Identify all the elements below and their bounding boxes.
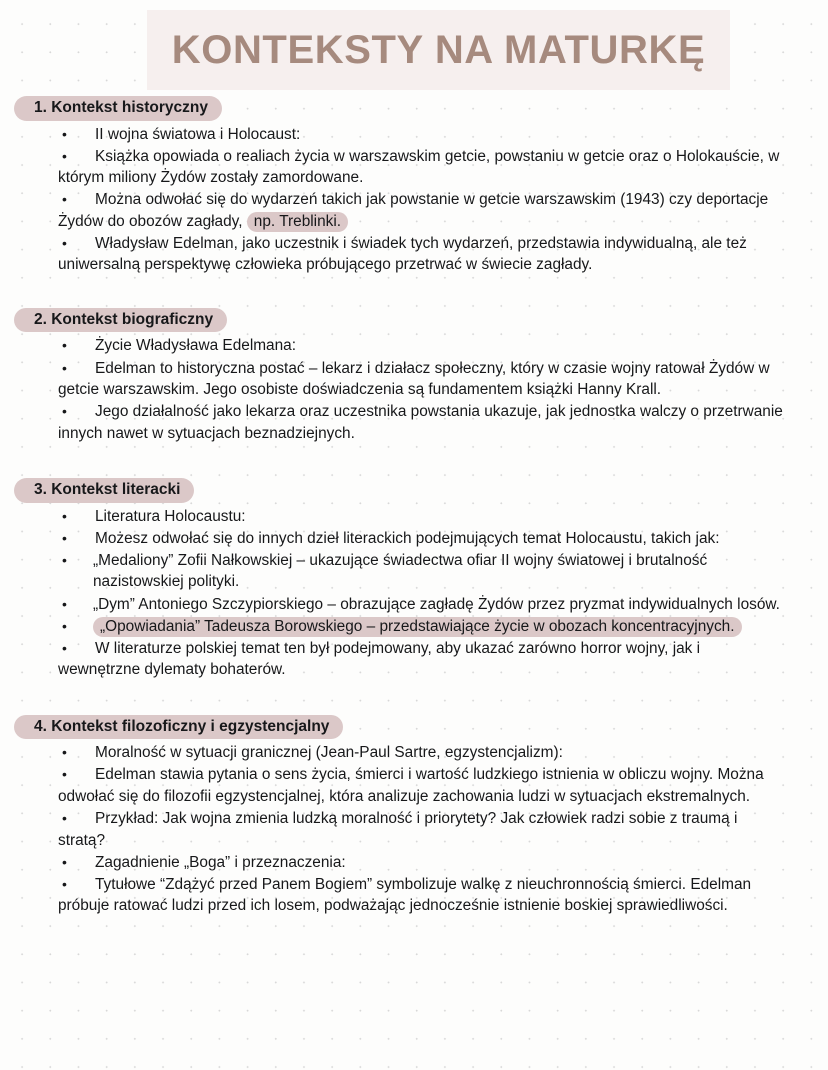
section-header: 3. Kontekst literacki: [14, 478, 194, 503]
section-spacer: [0, 697, 828, 715]
notes-body: [0, 96, 828, 917]
bullet-item: [0, 528, 828, 550]
section-spacer: [0, 460, 828, 478]
bullet-text: Jego działalność jako lekarza oraz uczestnika powstania ukazuje, jak jednostka walczy o przetrwanie innych nawet w sytuacjach beznadziejnych.: [58, 403, 783, 442]
bullet-item: [0, 616, 828, 638]
section-header: 1. Kontekst historyczny: [14, 96, 222, 121]
bullet-text: „Dym” Antoniego Szczypiorskiego – obrazujące zagładę Żydów przez pryzmat indywidualnych losów.: [93, 595, 780, 613]
bullet-text: Życie Władysława Edelmana:: [95, 337, 297, 355]
bullet-text: Edelman to historyczna postać – lekarz i działacz społeczny, który w czasie wojny ratował Żydów w getcie warszawskim. Jego osobiste doświadczenia są fundamentem książki Hanny Krall.: [58, 359, 770, 399]
section: [0, 96, 828, 276]
section: [0, 308, 828, 444]
section-header: 2. Kontekst biograficzny: [14, 308, 227, 333]
bullet-text: Moralność w sytuacji granicznej (Jean-Paul Sartre, egzystencjalizm):: [95, 744, 563, 762]
bullet-item: [0, 335, 828, 357]
bullet-item: [0, 742, 828, 764]
bullet-list: [0, 335, 828, 444]
bullet-list: [0, 124, 828, 276]
bullet-text: Książka opowiada o realiach życia w warszawskim getcie, powstaniu w getcie oraz o Holokauście, w którym miliony Żydów zostały zamordowane.: [58, 147, 780, 187]
bullet-item: [0, 146, 828, 189]
section: [0, 478, 828, 681]
bullet-text: Tytułowe “Zdążyć przed Panem Bogiem” symbolizuje walkę z nieuchronnością śmierci. Edelman próbuje ratować ludzi przed ich losem, podważając jednocześnie istnienie boskiej sprawiedliwości.: [58, 875, 752, 915]
bullet-item: [0, 401, 828, 444]
section: [0, 715, 828, 917]
page-title: KONTEKSTY NA MATURKĘ: [171, 28, 706, 72]
bullet-item: [0, 550, 828, 593]
bullet-item: [0, 764, 828, 807]
page-title-banner: [147, 10, 730, 90]
bullet-item: [0, 638, 828, 681]
bullet-list: [0, 506, 828, 681]
section-spacer: [0, 292, 828, 308]
bullet-text: Literatura Holocaustu:: [95, 507, 246, 525]
bullet-list: [0, 742, 828, 917]
bullet-item: [0, 233, 828, 276]
bullet-text: Zagadnienie „Boga” i przeznaczenia:: [95, 853, 346, 871]
bullet-text: Władysław Edelman, jako uczestnik i świadek tych wydarzeń, przedstawia indywidualną, ale też uniwersalną perspektywę człowieka próbującego przetrwać w świecie zagłady.: [58, 234, 747, 274]
bullet-item: [0, 594, 828, 616]
bullet-text: Można odwołać się do wydarzeń takich jak powstanie w getcie warszawskim (1943) czy deportacje Żydów do obozów zagłady,: [58, 191, 769, 230]
text-highlight: „Opowiadania” Tadeusza Borowskiego – przedstawiające życie w obozach koncentracyjnych.: [93, 617, 742, 637]
section-header: 4. Kontekst filozoficzny i egzystencjalny: [14, 715, 343, 740]
text-highlight: np. Treblinki.: [247, 212, 348, 232]
bullet-item: [0, 874, 828, 917]
bullet-text: Przykład: Jak wojna zmienia ludzką moralność i priorytety? Jak człowiek radzi sobie z traumą i stratą?: [58, 810, 738, 849]
bullet-item: [0, 358, 828, 401]
bullet-text: II wojna światowa i Holocaust:: [95, 125, 301, 143]
bullet-item: [0, 852, 828, 874]
sections-container: [0, 96, 828, 917]
bullet-text: Możesz odwołać się do innych dzieł literackich podejmujących temat Holocaustu, takich jak:: [95, 529, 720, 547]
bullet-text: Edelman stawia pytania o sens życia, śmierci i wartość ludzkiego istnienia w obliczu wojny. Można odwołać się do filozofii egzystencjalnej, która analizuje zachowania ludzi w sytuacjach ekstremalnych.: [58, 766, 764, 805]
bullet-text: „Medaliony” Zofii Nałkowskiej – ukazujące świadectwa ofiar II wojny światowej i brutalność nazistowskiej polityki.: [93, 551, 708, 591]
bullet-item: [0, 124, 828, 146]
bullet-item: [0, 506, 828, 528]
bullet-text: W literaturze polskiej temat ten był podejmowany, aby ukazać zarówno horror wojny, jak i wewnętrzne dylematy bohaterów.: [58, 639, 701, 679]
bullet-item: [0, 189, 828, 232]
bullet-item: [0, 808, 828, 851]
